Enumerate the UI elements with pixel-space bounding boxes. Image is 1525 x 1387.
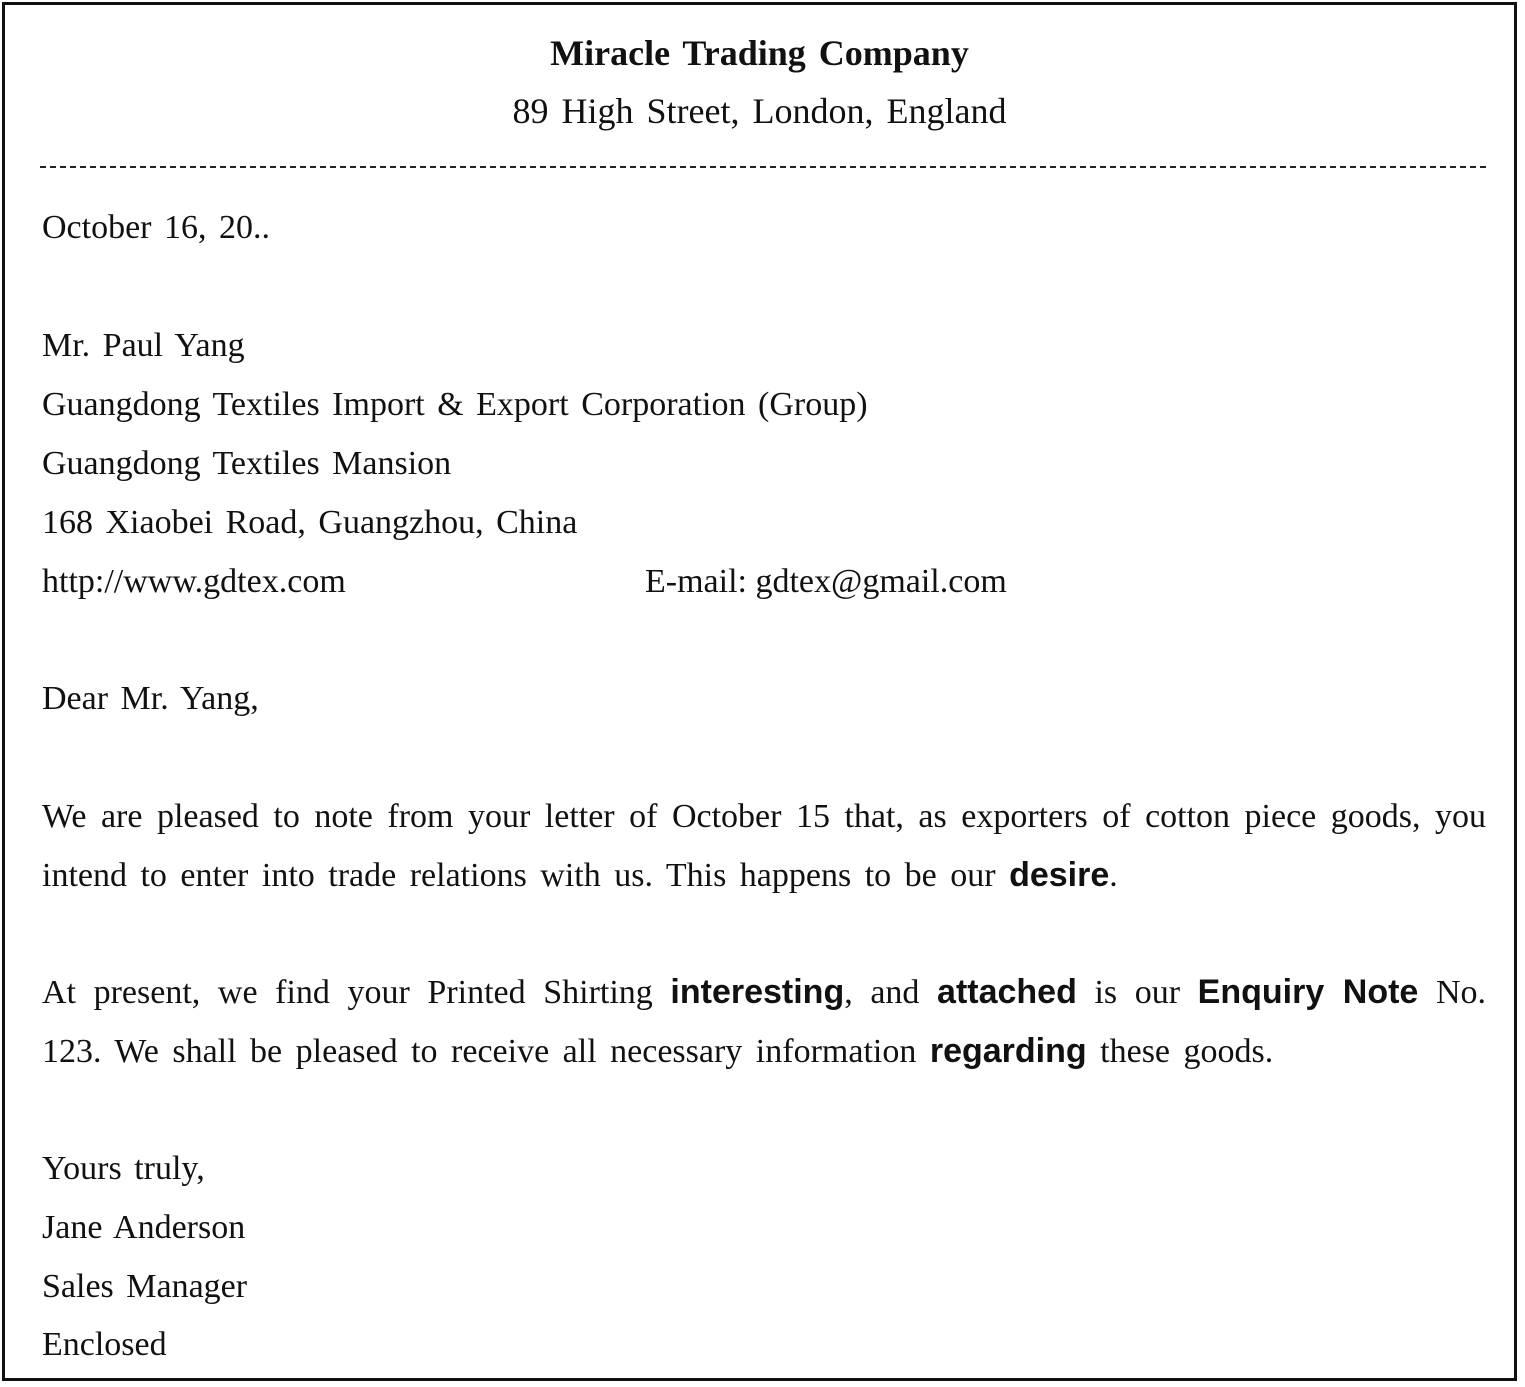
body-paragraph-2	[42, 963, 1486, 1081]
paragraph-1-text: We are pleased to note from your letter of October 15 that, as exporters of cotton piece goods, you intend to enter into trade relations with us. This happens to be our	[42, 798, 1486, 894]
bold-word-regarding: regarding	[929, 1032, 1087, 1070]
recipient-company: Guangdong Textiles Import & Export Corporation (Group)	[42, 386, 868, 423]
bold-phrase-enquiry-note: Enquiry Note	[1197, 973, 1419, 1011]
body-paragraph-1	[42, 787, 1486, 905]
signer-title: Sales Manager	[42, 1268, 248, 1305]
paragraph-2-text-b: , and	[844, 974, 938, 1011]
bold-word-attached: attached	[937, 973, 1077, 1011]
recipient-email: E-mail: gdtex@gmail.com	[645, 563, 1007, 600]
recipient-name: Mr. Paul Yang	[42, 327, 245, 364]
letter-frame	[2, 2, 1517, 1381]
recipient-website: http://www.gdtex.com	[42, 563, 346, 600]
paragraph-2-text-c: is our	[1076, 974, 1198, 1011]
recipient-street: 168 Xiaobei Road, Guangzhou, China	[42, 504, 578, 541]
enclosure-notation: Enclosed	[42, 1326, 167, 1363]
paragraph-1-end: .	[1109, 857, 1118, 894]
bold-word-interesting: interesting	[670, 973, 845, 1011]
bold-word-desire: desire	[1009, 856, 1110, 894]
paragraph-2-text-a: At present, we find your Printed Shirting	[42, 974, 671, 1011]
salutation: Dear Mr. Yang,	[42, 680, 259, 717]
complimentary-close: Yours truly,	[42, 1150, 205, 1187]
company-address: 89 High Street, London, England	[512, 91, 1007, 131]
paragraph-2-text-e: these goods.	[1086, 1033, 1274, 1070]
signer-name: Jane Anderson	[42, 1209, 246, 1246]
recipient-building: Guangdong Textiles Mansion	[42, 445, 452, 482]
letter-date: October 16, 20..	[42, 209, 271, 246]
letterhead-divider	[40, 166, 1486, 168]
company-name: Miracle Trading Company	[550, 33, 969, 73]
paragraph-2-text-d: No. 123. We shall be pleased to receive all necessary information	[42, 974, 1486, 1070]
